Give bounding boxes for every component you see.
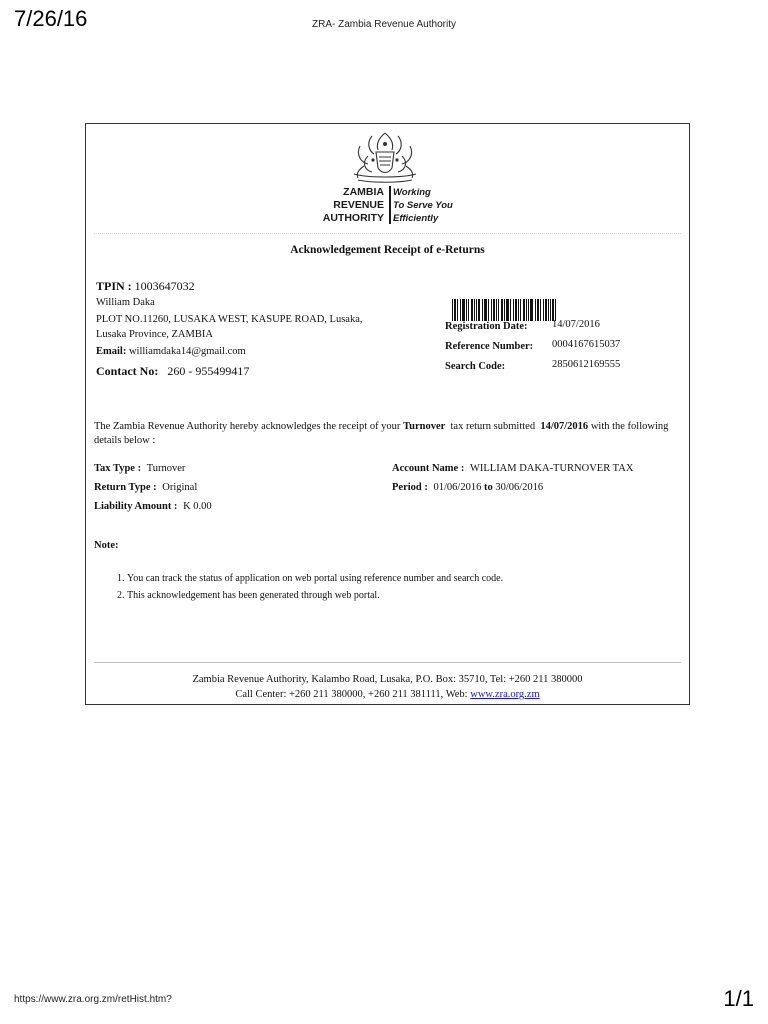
tax-type-label: Tax Type : bbox=[94, 463, 142, 474]
search-code-label: Search Code: bbox=[445, 361, 506, 372]
coat-of-arms-icon bbox=[348, 130, 422, 184]
tax-type-bold: Turnover bbox=[403, 421, 446, 432]
contact-value: 260 - 955499417 bbox=[167, 364, 250, 378]
notes-list bbox=[94, 570, 503, 604]
reference-number-value: 0004167615037 bbox=[552, 339, 621, 350]
email-value: williamdaka14@gmail.com bbox=[128, 346, 246, 357]
liability-label: Liability Amount : bbox=[94, 501, 178, 512]
print-url: https://www.zra.org.zm/retHist.htm? bbox=[14, 994, 172, 1005]
reference-number-label: Reference Number: bbox=[445, 341, 534, 352]
header-divider bbox=[94, 233, 681, 234]
email-label: Email: bbox=[96, 346, 127, 357]
print-page-number: 1/1 bbox=[723, 986, 754, 1011]
barcode bbox=[452, 299, 598, 321]
note-label: Note: bbox=[94, 540, 119, 551]
zra-name: ZAMBIA REVENUE AUTHORITY bbox=[322, 186, 384, 224]
return-type-value: Original bbox=[162, 482, 198, 493]
footer-divider bbox=[94, 662, 681, 663]
address-line1: PLOT NO.11260, LUSAKA WEST, KASUPE ROAD, Lusaka, bbox=[96, 314, 363, 325]
return-type-row bbox=[94, 482, 197, 493]
registration-date-value: 14/07/2016 bbox=[552, 319, 600, 330]
tpin-row bbox=[96, 279, 195, 294]
period-label: Period : bbox=[392, 482, 428, 493]
contact-footer-line2: Call Center: +260 211 380000, +260 211 381111, Web: www.zra.org.zm bbox=[235, 689, 540, 700]
contact-label: Contact No: bbox=[96, 364, 159, 378]
website-link[interactable]: www.zra.org.zm bbox=[470, 689, 540, 700]
list-item: 1. You can track the status of application on web portal using reference number and search code. bbox=[127, 570, 503, 587]
period-to: 30/06/2016 bbox=[495, 482, 544, 493]
registration-date-label: Registration Date: bbox=[445, 321, 528, 332]
period-to-label: to bbox=[483, 482, 493, 493]
tax-type-value: Turnover bbox=[146, 463, 186, 474]
taxpayer-name: William Daka bbox=[96, 297, 155, 308]
return-type-label: Return Type : bbox=[94, 482, 157, 493]
contact-row bbox=[96, 364, 249, 379]
liability-row bbox=[94, 501, 212, 512]
list-item: 2. This acknowledgement has been generated through web portal. bbox=[127, 587, 503, 604]
liability-value: K 0.00 bbox=[183, 501, 212, 512]
submitted-date-bold: 14/07/2016 bbox=[540, 421, 589, 432]
receipt-title: Acknowledgement Receipt of e-Returns bbox=[290, 244, 485, 256]
email-row bbox=[96, 346, 246, 357]
tpin-label: TPIN : bbox=[96, 279, 132, 293]
acknowledgement-text: The Zambia Revenue Authority hereby acknowledges the receipt of your Turnover tax return submitted 14/07/2016 with the following details below : bbox=[94, 421, 669, 446]
address-line2: Lusaka Province, ZAMBIA bbox=[96, 329, 213, 340]
account-name-value: WILLIAM DAKA-TURNOVER TAX bbox=[469, 463, 634, 474]
logo-divider bbox=[389, 186, 391, 224]
search-code-value: 2850612169555 bbox=[552, 359, 621, 370]
contact-footer-line1: Zambia Revenue Authority, Kalambo Road, Lusaka, P.O. Box: 35710, Tel: +260 211 380000 bbox=[192, 674, 583, 685]
period-from: 01/06/2016 bbox=[433, 482, 482, 493]
zra-tagline: Working To Serve You Efficiently bbox=[393, 187, 453, 224]
tax-type-row bbox=[94, 463, 185, 474]
print-page-title: ZRA- Zambia Revenue Authority bbox=[312, 19, 456, 30]
zra-logo bbox=[310, 130, 460, 226]
receipt-document bbox=[85, 123, 690, 705]
period-row bbox=[392, 482, 543, 493]
account-name-row bbox=[392, 463, 633, 474]
print-date: 7/26/16 bbox=[14, 6, 88, 31]
tpin-value: 1003647032 bbox=[134, 279, 195, 293]
account-name-label: Account Name : bbox=[392, 463, 465, 474]
